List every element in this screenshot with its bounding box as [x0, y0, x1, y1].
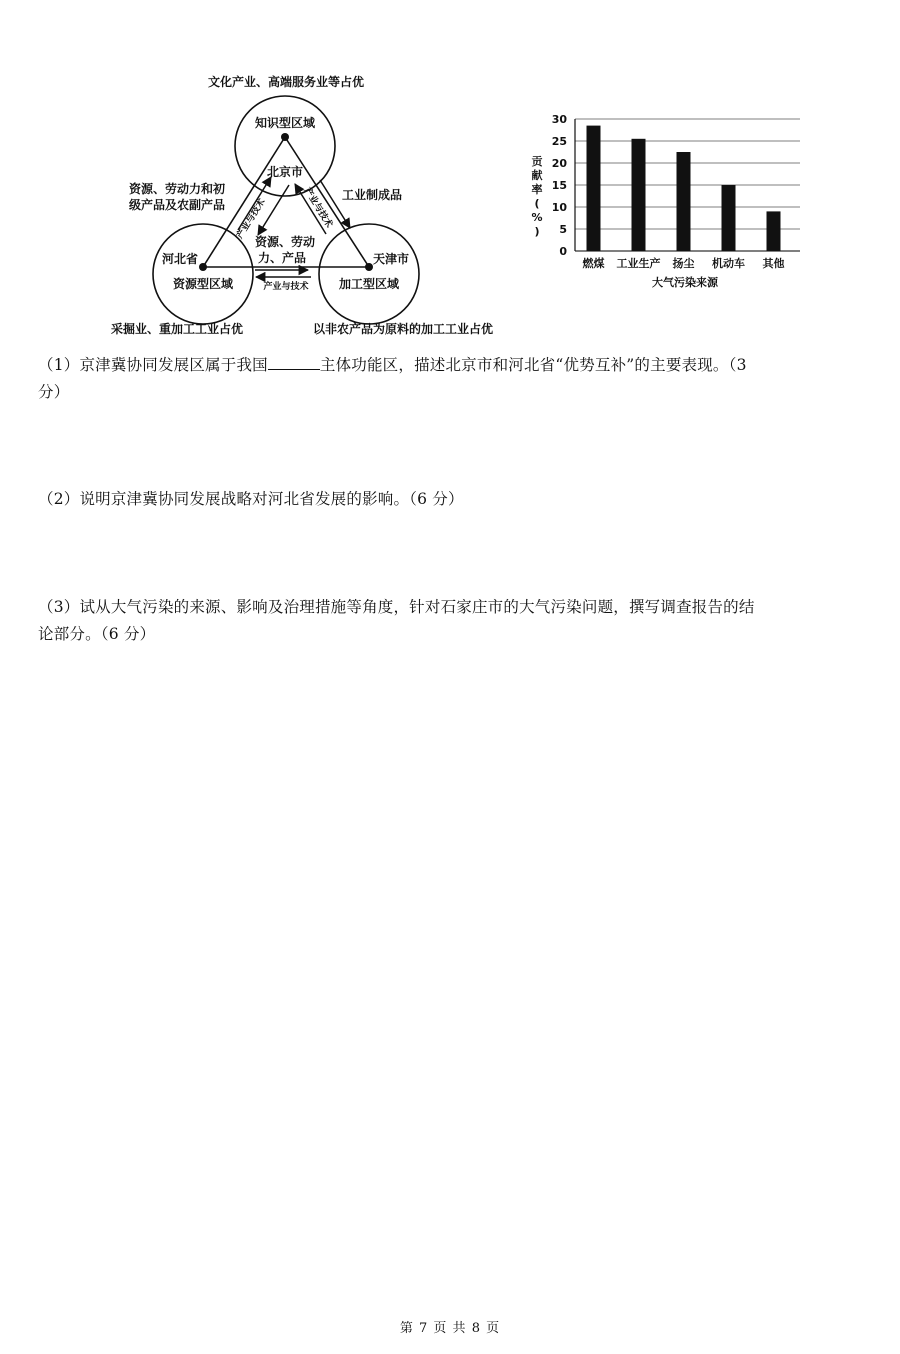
x-axis-title: 大气污染来源	[652, 276, 718, 289]
left-flow-line1: 资源、劳动力和初	[128, 182, 226, 196]
bar-工业生产	[632, 139, 646, 251]
bar-燃煤	[587, 126, 601, 251]
question-3-text-line1: （3）试从大气污染的来源、影响及治理措施等角度，针对石家庄市的大气污染问题，撰写调查报告的结	[38, 598, 755, 616]
y-tick-label: 20	[551, 157, 567, 170]
question-2	[38, 486, 868, 513]
question-1-text-after: 主体功能区，描述北京市和河北省“优势互补”的主要表现。（3	[319, 356, 747, 374]
beijing-region-label: 知识型区域	[254, 116, 316, 130]
question-3-text-line2: 论部分。（6 分）	[38, 625, 156, 643]
tianjin-circle	[319, 224, 419, 324]
x-tick-label: 扬尘	[672, 257, 695, 270]
left-flow-line2: 级产品及农副产品	[128, 198, 226, 212]
pollution-source-chart	[525, 105, 810, 300]
regional-cooperation-diagram	[90, 60, 520, 345]
left-tech-label: 产业与技术	[235, 197, 268, 241]
y-tick-label: 10	[551, 201, 567, 214]
question-1	[38, 352, 868, 406]
page-footer: 第 7 页 共 8 页	[399, 1321, 501, 1336]
hebei-city-label: 河北省	[161, 252, 199, 266]
y-axis-title-char: 献	[531, 169, 543, 182]
tianjin-city-label: 天津市	[372, 252, 410, 266]
bar-其他	[767, 211, 781, 251]
top-caption: 文化产业、高端服务业等占优	[207, 75, 365, 89]
right-flow-label: 工业制成品	[341, 188, 403, 202]
x-tick-label: 其他	[762, 257, 785, 270]
tianjin-caption: 以非农产品为原料的加工工业占优	[312, 322, 494, 336]
beijing-dot	[281, 133, 289, 141]
hebei-caption: 采掘业、重加工工业占优	[110, 322, 244, 336]
x-tick-label: 燃煤	[582, 257, 605, 270]
y-tick-label: 15	[551, 179, 567, 192]
x-tick-label: 机动车	[712, 257, 745, 270]
bottom-flow-line2: 力、产品	[257, 251, 307, 265]
question-3	[38, 594, 868, 648]
y-tick-label: 5	[559, 223, 567, 236]
hebei-circle	[153, 224, 253, 324]
y-axis-title-char: (	[534, 197, 540, 210]
bottom-flow-line1: 资源、劳动	[254, 235, 316, 249]
y-tick-label: 25	[551, 135, 567, 148]
answer-blank[interactable]	[268, 355, 320, 370]
bar-机动车	[722, 185, 736, 251]
bar-扬尘	[677, 152, 691, 251]
question-1-text-line2: 分）	[38, 383, 70, 401]
y-axis-title-char: 率	[531, 183, 543, 196]
bottom-tech-label: 产业与技术	[263, 282, 309, 292]
y-axis-title-char: 贡	[531, 155, 543, 168]
question-2-text: （2）说明京津冀协同发展战略对河北省发展的影响。（6 分）	[38, 490, 464, 508]
y-tick-label: 30	[551, 113, 567, 126]
right-tech-label: 产业与技术	[301, 186, 334, 230]
x-tick-label: 工业生产	[616, 257, 661, 270]
hebei-dot	[199, 263, 207, 271]
hebei-region-label: 资源型区域	[172, 277, 234, 291]
beijing-city-label: 北京市	[266, 165, 304, 179]
y-axis-title-char: )	[534, 225, 540, 238]
tianjin-region-label: 加工型区域	[338, 277, 400, 291]
y-tick-label: 0	[559, 245, 567, 258]
tianjin-dot	[365, 263, 373, 271]
y-axis-title-char: %	[531, 211, 543, 224]
question-1-text-before: （1）京津冀协同发展区属于我国	[38, 356, 268, 374]
